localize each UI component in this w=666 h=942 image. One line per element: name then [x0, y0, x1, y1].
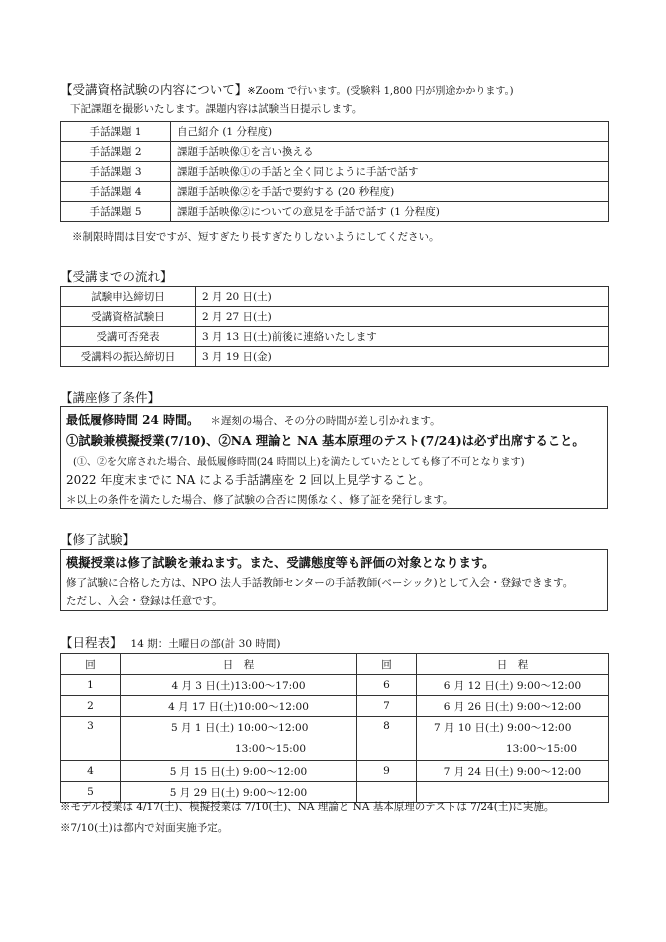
table-row — [61, 182, 609, 202]
table-row — [61, 696, 609, 717]
flow-value: 3 月 19 日(金) — [196, 347, 609, 367]
exam-task-label: 手話課題 5 — [61, 202, 171, 222]
session-no: 6 — [357, 675, 417, 696]
table-row — [61, 717, 609, 761]
exam-task-label: 手話課題 1 — [61, 122, 171, 142]
min-hours: 最低履修時間 24 時間。 — [66, 413, 200, 427]
session-date: 4 月 17 日(土)10:00～12:00 — [121, 696, 357, 717]
flow-label: 受講資格試験日 — [61, 307, 196, 327]
session-no: 8 — [357, 717, 417, 761]
flow-value: 2 月 20 日(土) — [196, 287, 609, 307]
session-date-second: 13:00～15:00 — [235, 743, 307, 755]
col-no-right: 回 — [357, 654, 417, 675]
session-no: 7 — [357, 696, 417, 717]
table-row — [61, 142, 609, 162]
col-date-right: 日 程 — [417, 654, 609, 675]
exam-task-desc: 自己紹介 (1 分程度) — [171, 122, 609, 142]
table-row — [61, 162, 609, 182]
schedule-note-2: ※7/10(土)は都内で対面実施予定。 — [60, 822, 229, 834]
table-row — [61, 347, 609, 367]
table-row — [61, 307, 609, 327]
flow-table — [60, 286, 609, 367]
completion-line-4: 2022 年度末までに NA による手話講座を 2 回以上見学すること。 — [66, 473, 431, 487]
flow-value: 3 月 13 日(土)前後に連絡いたします — [196, 327, 609, 347]
completion-line-3: (①、②を欠席された場合、最低履修時間(24 時間以上)を満たしていたとしても修了不可となります) — [73, 457, 525, 468]
exam-task-label: 手話課題 2 — [61, 142, 171, 162]
session-no: 5 — [61, 782, 121, 803]
table-row — [61, 202, 609, 222]
col-date-left: 日 程 — [121, 654, 357, 675]
table-row — [61, 327, 609, 347]
schedule-heading-line — [60, 633, 280, 651]
schedule-table — [60, 653, 609, 803]
session-date: 5 月 29 日(土) 9:00～12:00 — [121, 782, 357, 803]
table-row — [61, 675, 609, 696]
col-no-left: 回 — [61, 654, 121, 675]
flow-value: 2 月 27 日(土) — [196, 307, 609, 327]
exam-task-desc: 課題手話映像②についての意見を手話で話す (1 分程度) — [171, 202, 609, 222]
flow-label: 受講可否発表 — [61, 327, 196, 347]
session-date-second: 13:00～15:00 — [506, 743, 578, 755]
schedule-heading: 【日程表】 — [60, 635, 123, 650]
table-row — [61, 287, 609, 307]
session-no: 4 — [61, 761, 121, 782]
table-row — [61, 761, 609, 782]
exam-task-desc: 課題手話映像②を手話で要約する (20 秒程度) — [171, 182, 609, 202]
schedule-subheading: 14 期：土曜日の部(計 30 時間) — [130, 638, 281, 650]
session-date-cell — [417, 717, 609, 761]
session-no: 3 — [61, 717, 121, 761]
session-date: 5 月 1 日(土) 10:00～12:00 — [171, 722, 309, 734]
late-note: ＊遅刻の場合、その分の時間が差し引かれます。 — [210, 415, 441, 427]
flow-heading: 【受講までの流れ】 — [60, 269, 173, 284]
table-row — [61, 122, 609, 142]
exam-heading — [60, 80, 513, 98]
session-date-cell — [121, 717, 357, 761]
final-exam-line-1: 模擬授業は修了試験を兼ねます。また、受講態度等も評価の対象となります。 — [66, 555, 495, 570]
session-date: 5 月 15 日(土) 9:00～12:00 — [121, 761, 357, 782]
final-exam-line-3: ただし、入会・登録は任意です。 — [66, 595, 223, 607]
session-date: 6 月 26 日(土) 9:00～12:00 — [417, 696, 609, 717]
session-date: 4 月 3 日(土)13:00～17:00 — [121, 675, 357, 696]
exam-table — [60, 121, 609, 222]
final-exam-box — [60, 549, 608, 611]
exam-intro: 下記課題を撮影いたします。課題内容は試験当日提示します。 — [70, 103, 363, 115]
final-exam-heading: 【修了試験】 — [60, 532, 136, 547]
exam-heading-title: 【受講資格試験の内容について】 — [60, 82, 248, 97]
table-header-row — [61, 654, 609, 675]
session-date: 7 月 24 日(土) 9:00～12:00 — [417, 761, 609, 782]
exam-note: ※制限時間は目安ですが、短すぎたり長すぎたりしないようにしてください。 — [72, 231, 440, 243]
flow-label: 受講料の振込締切日 — [61, 347, 196, 367]
session-date: 7 月 10 日(土) 9:00～12:00 — [434, 722, 572, 734]
exam-task-label: 手話課題 3 — [61, 162, 171, 182]
session-no: 9 — [357, 761, 417, 782]
exam-heading-note: ※Zoom で行います。(受験料 1,800 円が別途かかります。) — [247, 86, 514, 97]
completion-line-1 — [66, 411, 441, 428]
exam-task-label: 手話課題 4 — [61, 182, 171, 202]
session-no: 2 — [61, 696, 121, 717]
exam-task-desc: 課題手話映像①の手話と全く同じように手話で話す — [171, 162, 609, 182]
completion-heading: 【講座修了条件】 — [60, 390, 161, 405]
final-exam-line-2: 修了試験に合格した方は、NPO 法人手話教師センターの手話教師(ベーシック)として入会・登録できます。 — [66, 577, 574, 589]
session-date: 6 月 12 日(土) 9:00～12:00 — [417, 675, 609, 696]
session-no: 1 — [61, 675, 121, 696]
completion-line-5: ＊以上の条件を満たした場合、修了試験の合否に関係なく、修了証を発行します。 — [66, 494, 454, 506]
completion-line-2: ①試験兼模擬授業(7/10)、②NA 理論と NA 基本原理のテスト(7/24)は必ず出席すること。 — [66, 433, 585, 448]
flow-label: 試験申込締切日 — [61, 287, 196, 307]
exam-task-desc: 課題手話映像①を言い換える — [171, 142, 609, 162]
completion-box — [60, 406, 608, 509]
schedule-note-1: ※モデル授業は 4/17(土)、模擬授業は 7/10(土)、NA 理論と NA 基本原理のテストは 7/24(土)に実施。 — [60, 801, 555, 813]
